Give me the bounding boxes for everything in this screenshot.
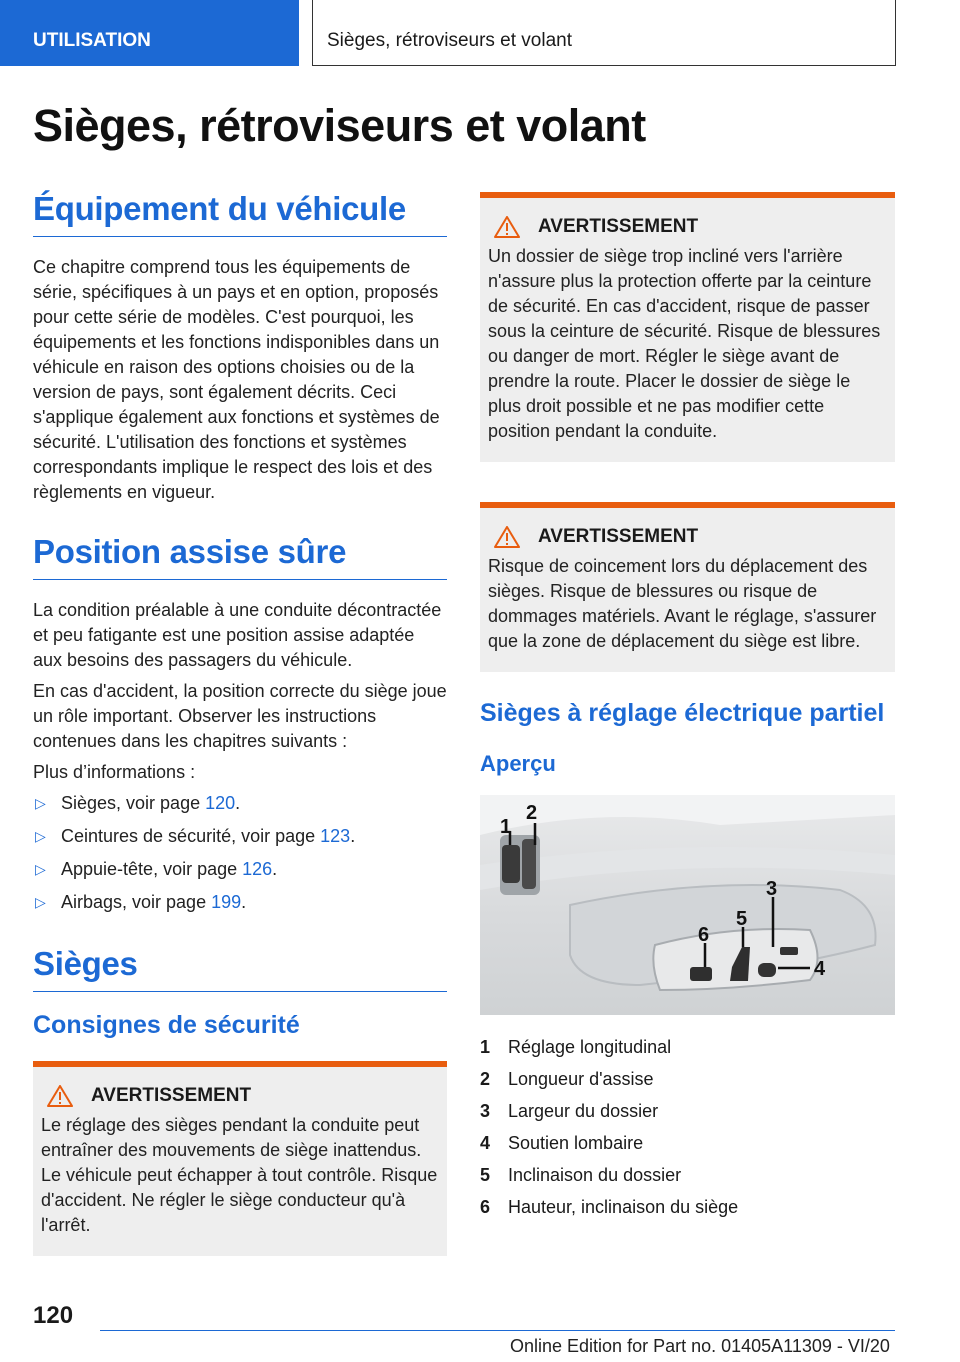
- legend-item: 2 Longueur d'assise: [480, 1068, 654, 1089]
- warning-text: Risque de coincement lors du déplacement des sièges. Risque de blessures ou risque de dommages matériels. Avant le réglage, s'assurer que la zone de déplacement du siège est libre.: [488, 556, 877, 651]
- triangle-bullet-icon: ▷: [35, 861, 46, 877]
- legend-item: 5 Inclinaison du dossier: [480, 1164, 682, 1185]
- warning-box: [480, 192, 895, 462]
- heading-equipement: Équipement du véhicule: [33, 190, 447, 237]
- footer-divider: [100, 1330, 895, 1331]
- warning-box: [480, 502, 895, 672]
- list-item: ▷ Airbags, voir page 199.: [33, 890, 447, 915]
- chapter-tab: Sièges, rétroviseurs et volant: [312, 0, 896, 66]
- heading-electric: Sièges à réglage électrique partiel: [480, 699, 885, 727]
- heading-sieges: Sièges: [33, 945, 447, 992]
- page-link[interactable]: 199: [211, 892, 242, 912]
- seat-controls-figure: [480, 795, 895, 1015]
- left-column: [33, 190, 447, 1256]
- legend-item: 4 Soutien lombaire: [480, 1132, 644, 1153]
- seat-illustration: [480, 795, 895, 1015]
- warning-title: AVERTISSEMENT: [538, 526, 699, 547]
- warning-text: Le réglage des sièges pendant la conduite peut entraîner des mouvements de siège inattendus. Le véhicule peut échapper à tout contrôle. Risque d'accident. Ne régler le siège conducteur qu'à l'arrêt.: [41, 1114, 438, 1235]
- heading-position: Position assise sûre: [33, 533, 447, 580]
- warning-triangle-icon: [494, 216, 520, 238]
- footer-edition: Online Edition for Part no. 01405A11309 - VI/20: [510, 1336, 890, 1356]
- page-link[interactable]: 120: [205, 793, 236, 813]
- warning-triangle-icon: [494, 526, 520, 548]
- warning-triangle-icon: [47, 1085, 73, 1107]
- triangle-bullet-icon: ▷: [35, 894, 46, 910]
- warning-text: Un dossier de siège trop incliné vers l'arrière n'assure plus la protection offerte par la ceinture de sécurité. En cas d'accident, risque de passer sous la ceinture de sécurité. Risque de blessures ou danger de mort. Régler le siège avant de prendre la route. Placer le dossier de siège le plus droit possible et ne pas modifier cette position pendant la conduite.: [488, 246, 881, 441]
- section-tab: UTILISATION: [0, 0, 299, 66]
- warning-box: [33, 1061, 447, 1256]
- equipement-text: Ce chapitre comprend tous les équipements de série, spécifiques à un pays et en option, proposés pour cette série de modèles. C'est pourquoi, les équipements et les fonctions indisponibles dans un véhicule en raison des options choisies ou de la version de pays, sont également décrits. Ceci s'applique également aux fonctions et systèmes de sécurité. L'utilisation des fonctions et systèmes correspondants implique le respect des lois et des règlements en vigueur.: [33, 257, 440, 502]
- page-number: 120: [33, 1302, 74, 1329]
- right-column: [480, 192, 895, 1223]
- position-text-2: En cas d'accident, la position correcte du siège joue un rôle important. Observer les instructions contenues dans les chapitres suivants :: [33, 681, 447, 751]
- list-item: ▷ Sièges, voir page 120.: [33, 791, 447, 816]
- triangle-bullet-icon: ▷: [35, 795, 46, 811]
- page-title: Sièges, rétroviseurs et volant: [33, 100, 646, 151]
- legend-item: 1 Réglage longitudinal: [480, 1036, 672, 1057]
- list-item: ▷ Appuie-tête, voir page 126.: [33, 857, 447, 882]
- page-link[interactable]: 126: [242, 859, 273, 879]
- triangle-bullet-icon: ▷: [35, 828, 46, 844]
- legend-list: [480, 1031, 895, 1223]
- list-item: ▷ Ceintures de sécurité, voir page 123.: [33, 824, 447, 849]
- page-header: [0, 0, 960, 66]
- legend-item: 6 Hauteur, inclinaison du siège: [480, 1196, 739, 1217]
- page-link[interactable]: 123: [320, 826, 351, 846]
- legend-item: 3 Largeur du dossier: [480, 1100, 659, 1121]
- position-text-3: Plus d’informations :: [33, 762, 196, 782]
- figure-label-4: 4: [814, 957, 826, 980]
- figure-label-6: 6: [698, 923, 710, 946]
- heading-consignes: Consignes de sécurité: [33, 1011, 300, 1039]
- warning-title: AVERTISSEMENT: [91, 1084, 252, 1106]
- figure-label-5: 5: [736, 907, 748, 930]
- info-list: [33, 791, 447, 915]
- figure-label-1: 1: [500, 815, 512, 838]
- warning-title: AVERTISSEMENT: [538, 216, 699, 237]
- heading-apercu: Aperçu: [480, 750, 556, 776]
- position-text-1: La condition préalable à une conduite décontractée et peu fatigante est une position assise adaptée aux besoins des passagers du véhicule.: [33, 600, 442, 670]
- figure-label-3: 3: [766, 877, 778, 900]
- figure-label-2: 2: [526, 801, 538, 824]
